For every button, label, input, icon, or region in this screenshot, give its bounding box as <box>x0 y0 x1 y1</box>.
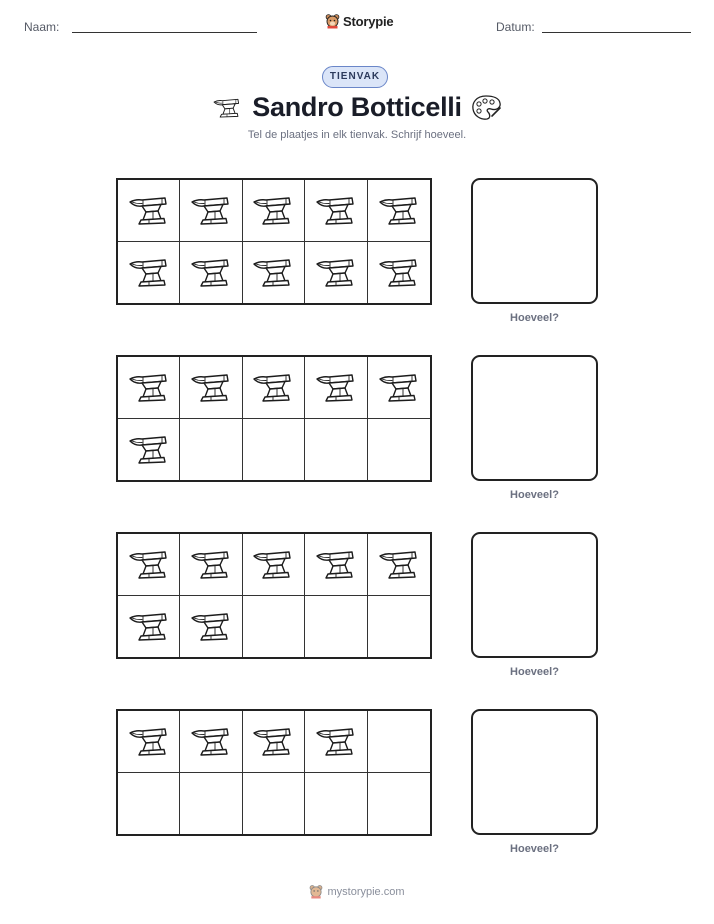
date-label: Datum: <box>496 20 535 34</box>
brand-name: Storypie <box>343 13 394 29</box>
anvil-icon <box>314 723 358 759</box>
answer-box[interactable] <box>471 709 598 835</box>
anvil-icon <box>127 608 171 644</box>
ten-frame-cell <box>305 419 367 481</box>
ten-frame-cell <box>243 357 305 419</box>
ten-frame-cell <box>243 711 305 773</box>
name-label: Naam: <box>24 20 60 34</box>
anvil-icon <box>251 723 295 759</box>
anvil-icon <box>127 254 171 290</box>
ten-frame-cell <box>118 357 180 419</box>
answer-prompt: Hoeveel? <box>510 489 559 501</box>
ten-frame-cell <box>180 711 242 773</box>
anvil-icon <box>314 369 358 405</box>
answer-box[interactable] <box>471 532 598 658</box>
ten-frame-cell <box>118 419 180 481</box>
anvil-icon <box>127 431 171 467</box>
worksheet-type-badge: TIENVAK <box>322 66 388 88</box>
anvil-icon <box>314 254 358 290</box>
ten-frame-cell <box>305 773 367 835</box>
bear-icon <box>325 13 340 29</box>
brand-logo <box>325 13 393 29</box>
answer-box[interactable] <box>471 355 598 481</box>
ten-frame-cell <box>243 180 305 242</box>
anvil-icon <box>251 254 295 290</box>
ten-frame-cell <box>305 357 367 419</box>
ten-frame-cell <box>368 534 430 596</box>
anvil-icon <box>377 369 421 405</box>
ten-frame-cell <box>368 419 430 481</box>
ten-frame-cell <box>243 419 305 481</box>
name-field[interactable] <box>72 32 257 33</box>
anvil-icon <box>189 369 233 405</box>
ten-frame-cell <box>368 357 430 419</box>
anvil-icon <box>189 723 233 759</box>
anvil-icon <box>314 546 358 582</box>
answer-prompt: Hoeveel? <box>510 312 559 324</box>
ten-frame-cell <box>368 711 430 773</box>
worksheet-header <box>0 0 714 50</box>
answer-prompt: Hoeveel? <box>510 843 559 855</box>
ten-frame <box>116 178 432 305</box>
ten-frame-cell <box>180 419 242 481</box>
palette-icon <box>470 94 503 122</box>
ten-frame-cell <box>180 596 242 658</box>
instructions: Tel de plaatjes in elk tienvak. Schrijf hoeveel. <box>247 129 467 141</box>
anvil-icon <box>127 546 171 582</box>
anvil-icon <box>251 369 295 405</box>
anvil-icon <box>314 192 358 228</box>
anvil-icon <box>127 192 171 228</box>
ten-frame-cell <box>118 534 180 596</box>
ten-frame-cell <box>305 711 367 773</box>
ten-frame-cell <box>180 180 242 242</box>
anvil-icon <box>377 254 421 290</box>
exercise-3 <box>0 532 714 692</box>
ten-frame-cell <box>118 242 180 304</box>
anvil-icon <box>127 369 171 405</box>
ten-frame-cell <box>368 596 430 658</box>
ten-frame-cell <box>118 773 180 835</box>
footer <box>0 884 714 899</box>
ten-frame-cell <box>180 773 242 835</box>
ten-frame <box>116 532 432 659</box>
anvil-icon <box>251 192 295 228</box>
answer-prompt: Hoeveel? <box>510 666 559 678</box>
anvil-icon <box>127 723 171 759</box>
exercise-2 <box>0 355 714 515</box>
anvil-icon <box>251 546 295 582</box>
anvil-icon <box>377 546 421 582</box>
ten-frame-cell <box>180 534 242 596</box>
title-row <box>0 90 714 130</box>
footer-url: mystorypie.com <box>327 885 405 898</box>
ten-frame-cell <box>243 534 305 596</box>
anvil-icon <box>189 254 233 290</box>
ten-frame <box>116 709 432 836</box>
ten-frame-cell <box>243 242 305 304</box>
date-field[interactable] <box>542 32 691 33</box>
anvil-icon <box>189 546 233 582</box>
answer-box[interactable] <box>471 178 598 304</box>
ten-frame-cell <box>180 357 242 419</box>
ten-frame-cell <box>368 773 430 835</box>
page-title: Sandro Botticelli <box>252 92 462 122</box>
ten-frame-cell <box>368 180 430 242</box>
anvil-icon <box>189 608 233 644</box>
ten-frame-cell <box>118 711 180 773</box>
ten-frame-cell <box>243 596 305 658</box>
ten-frame-cell <box>118 596 180 658</box>
ten-frame-cell <box>305 242 367 304</box>
ten-frame-cell <box>118 180 180 242</box>
ten-frame-cell <box>180 242 242 304</box>
ten-frame-cell <box>305 596 367 658</box>
bear-icon <box>309 884 323 899</box>
ten-frame-cell <box>305 180 367 242</box>
ten-frame-cell <box>305 534 367 596</box>
anvil-icon <box>377 192 421 228</box>
ten-frame-cell <box>243 773 305 835</box>
exercise-4 <box>0 709 714 869</box>
ten-frame <box>116 355 432 482</box>
exercise-1 <box>0 178 714 338</box>
ten-frame-cell <box>368 242 430 304</box>
anvil-icon <box>189 192 233 228</box>
